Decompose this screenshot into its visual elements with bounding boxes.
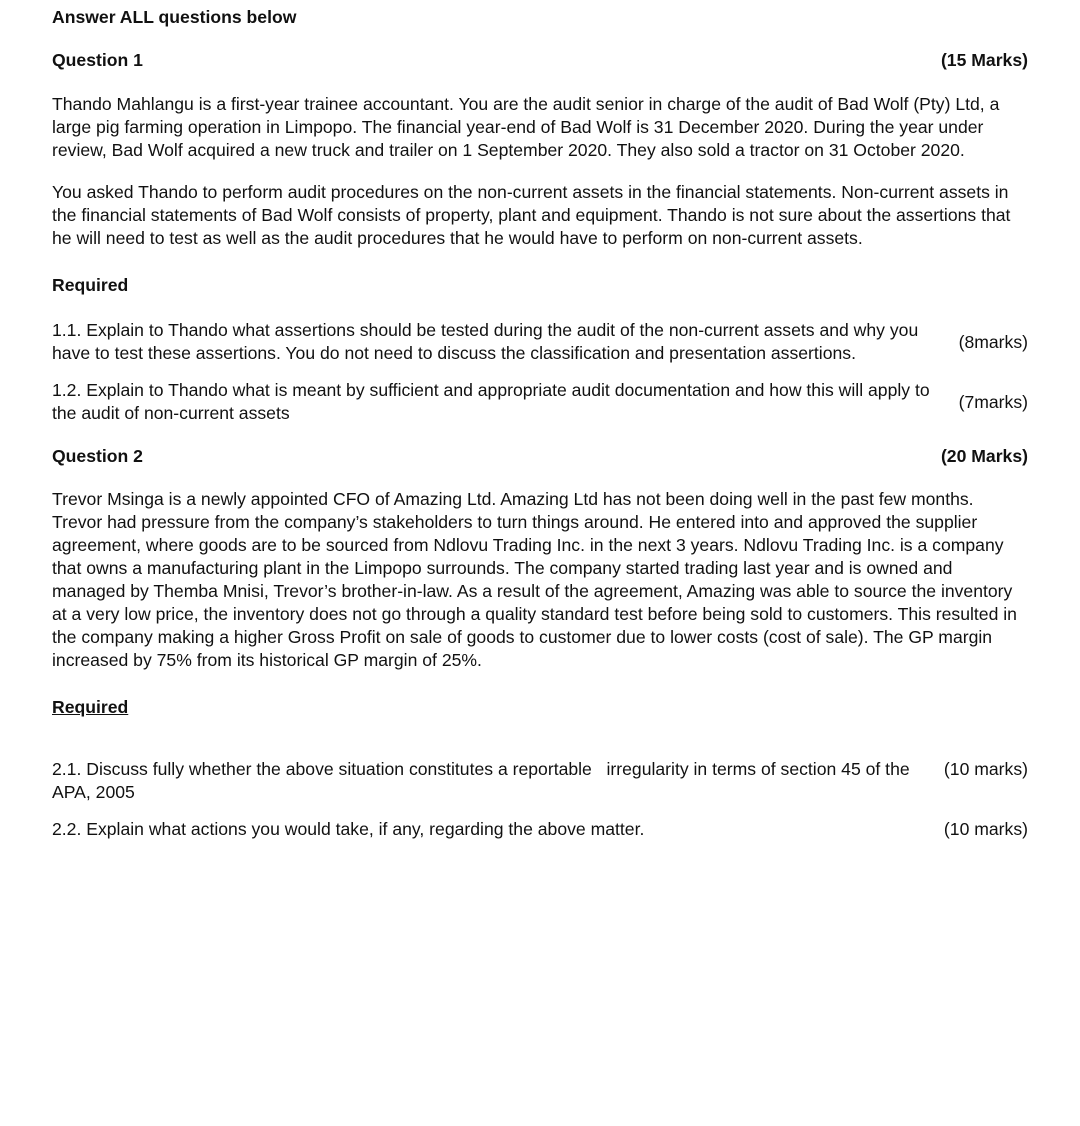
question-1-paragraph-1: Thando Mahlangu is a first-year trainee accountant. You are the audit senior in charge of the audit of Bad Wolf (Pty) Ltd, a large pig farming operation in Limpopo. The financial year-end of Bad Wolf is 31 December 2020. During the year under review, Bad Wolf acquired a new truck and trailer on 1 September 2020. They also sold a tractor on 31 October 2020. bbox=[52, 94, 1000, 160]
question-2-required-label: Required bbox=[52, 697, 129, 717]
question-1-required-label: Required bbox=[52, 275, 129, 295]
question-2-item-1-marks: (10 marks) bbox=[943, 759, 1028, 779]
question-1-marks: (15 Marks) bbox=[940, 50, 1028, 70]
question-2-item-1-text: 2.1. Discuss fully whether the above situation constitutes a reportable irregularity in terms of section 45 of the APA, 2005 bbox=[52, 759, 914, 802]
question-1-item-1 bbox=[52, 319, 1028, 365]
instruction-heading: Answer ALL questions below bbox=[52, 7, 297, 27]
question-2-item-2-marks: (10 marks) bbox=[943, 819, 1028, 839]
question-2-heading bbox=[52, 445, 1028, 468]
question-2-marks: (20 Marks) bbox=[940, 446, 1028, 466]
document-content bbox=[52, 6, 1028, 841]
question-1-item-1-marks: (8marks) bbox=[958, 331, 1028, 352]
question-2-paragraph-1: Trevor Msinga is a newly appointed CFO of Amazing Ltd. Amazing Ltd has not been doing well in the past few months. Trevor had pressure from the company’s stakeholders to turn things around. He entered into and approved the supplier agreement, where goods are to be sourced from Ndlovu Trading Inc. in the next 3 years. Ndlovu Trading Inc. is a company that owns a manufacturing plant in the Limpopo surrounds. The company started trading last year and is owned and bbox=[52, 489, 1004, 578]
question-1-heading bbox=[52, 49, 1028, 72]
question-1-item-2-marks: (7marks) bbox=[958, 391, 1028, 412]
question-1-paragraph-2: You asked Thando to perform audit procedures on the non-current assets in the financial statements. Non-current assets in the financial statements of Bad Wolf consists of property, plant and equipment. Thando is not sure about the assertions that he will need to test as well as the audit procedures that he would have to perform on non-current assets. bbox=[52, 182, 1011, 248]
question-2-title: Question 2 bbox=[52, 446, 143, 466]
question-2-paragraph-2: managed by Themba Mnisi, Trevor’s brother-in-law. As a result of the agreement, Amazing was able to source the inventory at a very low price, the inventory does not go through a quality standard test before being sold to customers. This resulted in the company making a higher Gross Profit on sale of goods to customer due to lower costs (cost of sale). The GP margin increased by 75% from its historical GP margin of 25%. bbox=[52, 581, 1017, 670]
question-1-item-2-text: 1.2. Explain to Thando what is meant by sufficient and appropriate audit documentation and how this will apply to the audit of non-current assets bbox=[52, 380, 930, 423]
question-1-title: Question 1 bbox=[52, 50, 143, 70]
question-2-item-2 bbox=[52, 818, 1028, 841]
question-1-item-2 bbox=[52, 379, 1028, 425]
question-2-item-1 bbox=[52, 758, 1028, 804]
question-2-item-2-text: 2.2. Explain what actions you would take, if any, regarding the above matter. bbox=[52, 819, 645, 839]
question-1-item-1-text: 1.1. Explain to Thando what assertions should be tested during the audit of the non-current assets and why you have to test these assertions. You do not need to discuss the classification and presentation assertions. bbox=[52, 320, 919, 363]
